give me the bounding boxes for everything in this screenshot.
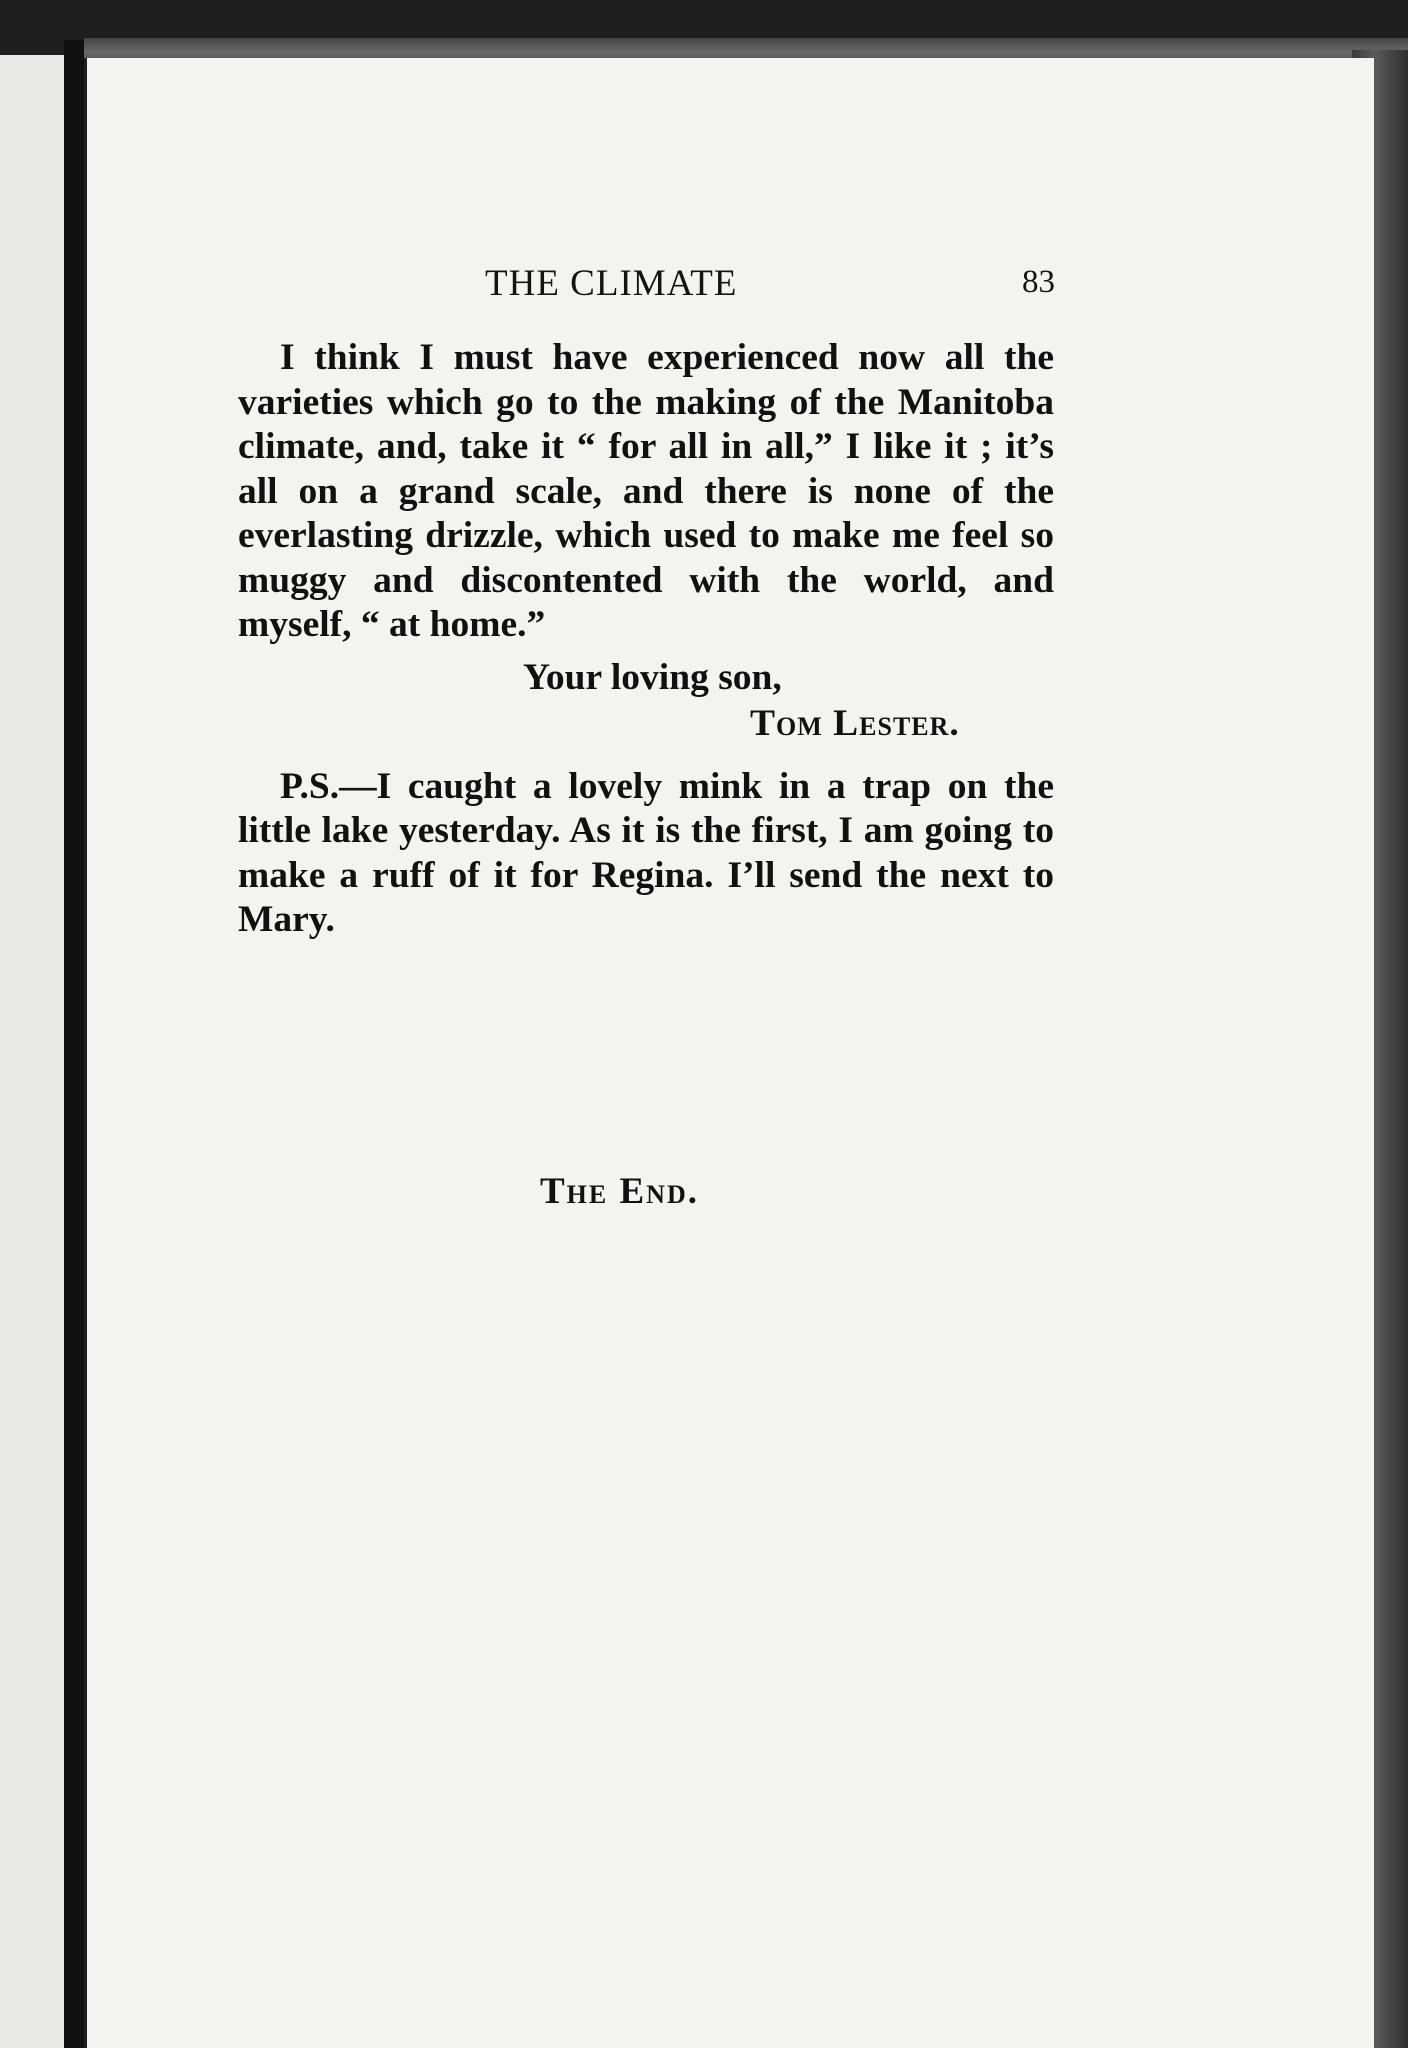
letter-signature: Tom Lester.: [750, 703, 960, 744]
running-head: [240, 262, 1055, 312]
page-number: 83: [1022, 264, 1055, 300]
adjacent-page-edge: [0, 55, 64, 2048]
letter-text: [238, 336, 1054, 943]
the-end-label: The End.: [540, 1171, 699, 1212]
book-gutter: [64, 40, 84, 2048]
body-paragraph: I think I must have experienced now all the varieties which go to the making of the Manitoba climate, and, take it “ for all in all,” I like it ; it’s all on a grand scale, and there is none of the everlasting drizzle, which used to make me feel so muggy and discontented with the world, and myself, “ at home.”: [238, 337, 1054, 645]
postscript-paragraph: P.S.—I caught a lovely mink in a trap on the little lake yesterday. As it is the first, I am going to make a ruff of it for Regina. I’ll send the next to Mary.: [238, 765, 1054, 940]
letter-closing: Your loving son,: [523, 656, 782, 698]
running-title: THE CLIMATE: [485, 263, 738, 304]
